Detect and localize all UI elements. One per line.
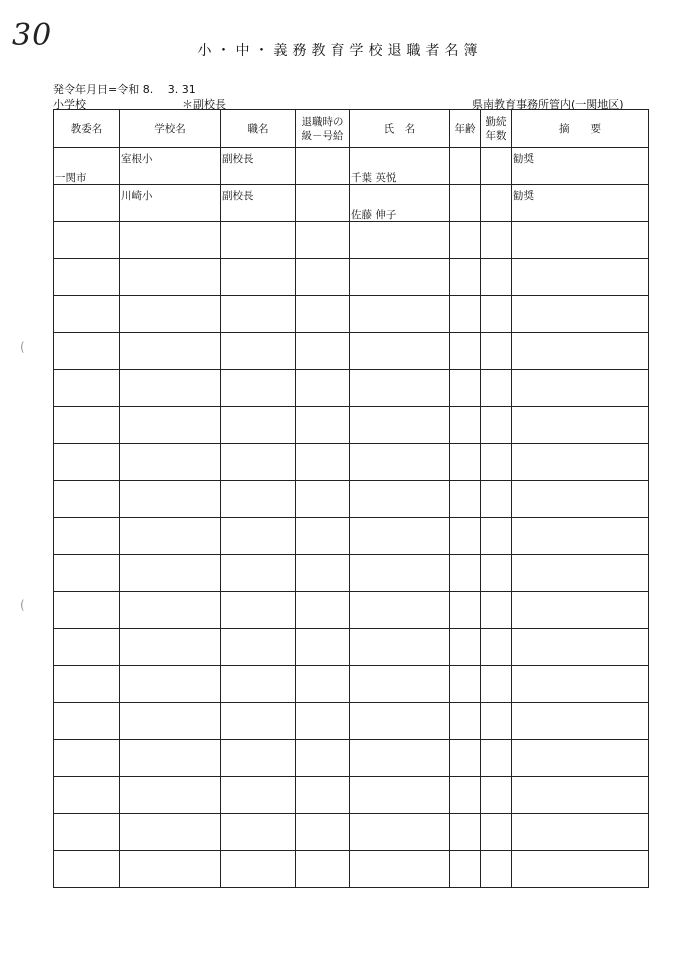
cell-school <box>120 592 221 629</box>
cell-name <box>350 740 450 777</box>
name-value: 佐藤 伸子 <box>351 209 397 221</box>
table-row <box>54 703 649 740</box>
table-header-row <box>54 110 649 148</box>
cell-grade <box>296 777 350 814</box>
cell-board <box>54 777 120 814</box>
cell-grade <box>296 740 350 777</box>
cell-school <box>120 370 221 407</box>
cell-name <box>350 814 450 851</box>
col-header-years <box>481 110 512 148</box>
cell-grade <box>296 666 350 703</box>
cell-years <box>481 222 512 259</box>
cell-grade <box>296 222 350 259</box>
cell-age <box>450 629 481 666</box>
cell-age <box>450 703 481 740</box>
cell-school <box>120 629 221 666</box>
remarks-value: 勧奨 <box>513 153 534 165</box>
table-row <box>54 148 649 185</box>
cell-grade <box>296 148 350 185</box>
cell-remarks <box>512 666 649 703</box>
cell-age <box>450 259 481 296</box>
cell-board <box>54 592 120 629</box>
table-row <box>54 777 649 814</box>
cell-remarks <box>512 333 649 370</box>
cell-years <box>481 777 512 814</box>
cell-years <box>481 518 512 555</box>
cell-grade <box>296 518 350 555</box>
cell-name <box>350 407 450 444</box>
cell-remarks <box>512 777 649 814</box>
cell-grade <box>296 296 350 333</box>
cell-school <box>120 740 221 777</box>
cell-age <box>450 333 481 370</box>
cell-school <box>120 481 221 518</box>
cell-age <box>450 185 481 222</box>
cell-years <box>481 185 512 222</box>
table-row <box>54 481 649 518</box>
cell-years <box>481 814 512 851</box>
cell-remarks <box>512 481 649 518</box>
cell-grade <box>296 592 350 629</box>
cell-position <box>221 370 296 407</box>
cell-grade <box>296 555 350 592</box>
table-row <box>54 592 649 629</box>
cell-school <box>120 333 221 370</box>
school-value: 室根小 <box>121 153 153 165</box>
cell-school <box>120 703 221 740</box>
scan-mark: ( <box>20 340 25 354</box>
cell-position <box>221 777 296 814</box>
cell-board <box>54 555 120 592</box>
cell-board <box>54 518 120 555</box>
cell-position <box>221 222 296 259</box>
cell-name <box>350 629 450 666</box>
years-header-line1: 勤続 <box>485 115 507 128</box>
cell-school <box>120 666 221 703</box>
cell-school <box>120 851 221 888</box>
cell-name <box>350 851 450 888</box>
cell-remarks <box>512 370 649 407</box>
cell-name <box>350 481 450 518</box>
cell-name <box>350 185 450 222</box>
table-row <box>54 814 649 851</box>
position-value: 副校長 <box>222 190 254 202</box>
cell-remarks <box>512 222 649 259</box>
years-header-line2: 年数 <box>485 129 507 142</box>
cell-school <box>120 185 221 222</box>
cell-age <box>450 222 481 259</box>
cell-grade <box>296 814 350 851</box>
scan-mark: ( <box>20 598 25 612</box>
cell-board <box>54 703 120 740</box>
name-value: 千葉 英悦 <box>351 172 397 184</box>
cell-grade <box>296 851 350 888</box>
cell-remarks <box>512 814 649 851</box>
cell-grade <box>296 407 350 444</box>
cell-years <box>481 703 512 740</box>
cell-board <box>54 370 120 407</box>
cell-name <box>350 703 450 740</box>
cell-age <box>450 814 481 851</box>
table-row <box>54 740 649 777</box>
cell-school <box>120 259 221 296</box>
cell-grade <box>296 703 350 740</box>
table-row <box>54 629 649 666</box>
cell-age <box>450 296 481 333</box>
cell-age <box>450 518 481 555</box>
cell-remarks <box>512 555 649 592</box>
cell-grade <box>296 259 350 296</box>
cell-age <box>450 407 481 444</box>
cell-age <box>450 666 481 703</box>
cell-age <box>450 555 481 592</box>
cell-position <box>221 296 296 333</box>
cell-position <box>221 592 296 629</box>
cell-board <box>54 222 120 259</box>
cell-position <box>221 814 296 851</box>
cell-school <box>120 296 221 333</box>
cell-age <box>450 148 481 185</box>
table-row <box>54 407 649 444</box>
cell-board <box>54 259 120 296</box>
cell-age <box>450 592 481 629</box>
cell-name <box>350 222 450 259</box>
cell-grade <box>296 629 350 666</box>
handwritten-page-number: 30 <box>12 18 53 53</box>
cell-years <box>481 148 512 185</box>
table-row <box>54 296 649 333</box>
cell-position <box>221 629 296 666</box>
cell-board <box>54 333 120 370</box>
cell-board <box>54 666 120 703</box>
position-filter: ＊副校長 <box>182 98 226 111</box>
cell-name <box>350 333 450 370</box>
col-header-age: 年齢 <box>450 110 481 148</box>
cell-position <box>221 148 296 185</box>
cell-name <box>350 777 450 814</box>
cell-age <box>450 740 481 777</box>
cell-remarks <box>512 740 649 777</box>
cell-years <box>481 259 512 296</box>
cell-remarks <box>512 851 649 888</box>
cell-grade <box>296 185 350 222</box>
cell-remarks <box>512 185 649 222</box>
table-row <box>54 370 649 407</box>
cell-age <box>450 370 481 407</box>
cell-school <box>120 555 221 592</box>
cell-years <box>481 555 512 592</box>
cell-school <box>120 814 221 851</box>
position-value: 副校長 <box>222 153 254 165</box>
cell-board <box>54 185 120 222</box>
board-value: 一関市 <box>55 172 87 184</box>
cell-school <box>120 148 221 185</box>
cell-years <box>481 296 512 333</box>
cell-remarks <box>512 703 649 740</box>
cell-position <box>221 259 296 296</box>
cell-remarks <box>512 296 649 333</box>
retiree-table <box>53 109 649 888</box>
cell-board <box>54 629 120 666</box>
cell-name <box>350 666 450 703</box>
cell-age <box>450 777 481 814</box>
school-value: 川崎小 <box>121 190 153 202</box>
cell-school <box>120 222 221 259</box>
cell-remarks <box>512 518 649 555</box>
cell-position <box>221 851 296 888</box>
col-header-grade <box>296 110 350 148</box>
cell-grade <box>296 370 350 407</box>
cell-school <box>120 444 221 481</box>
cell-grade <box>296 481 350 518</box>
cell-position <box>221 333 296 370</box>
col-header-position: 職名 <box>221 110 296 148</box>
grade-header-line2: 級－号給 <box>301 129 344 142</box>
cell-years <box>481 444 512 481</box>
cell-years <box>481 629 512 666</box>
cell-board <box>54 740 120 777</box>
cell-remarks <box>512 407 649 444</box>
table-row <box>54 851 649 888</box>
cell-name <box>350 370 450 407</box>
document-title: 小・中・義務教育学校退職者名簿 <box>197 43 483 59</box>
col-header-name: 氏 名 <box>350 110 450 148</box>
cell-years <box>481 851 512 888</box>
cell-years <box>481 592 512 629</box>
issue-date: 発令年月日=令和 8. 3. 31 <box>53 83 196 96</box>
table-body <box>54 148 649 888</box>
cell-age <box>450 481 481 518</box>
cell-remarks <box>512 148 649 185</box>
cell-position <box>221 185 296 222</box>
office-name: 県南教育事務所管内(一関地区) <box>472 98 624 111</box>
cell-school <box>120 777 221 814</box>
cell-position <box>221 444 296 481</box>
cell-board <box>54 851 120 888</box>
cell-grade <box>296 444 350 481</box>
cell-name <box>350 148 450 185</box>
col-header-school: 学校名 <box>120 110 221 148</box>
cell-years <box>481 481 512 518</box>
remarks-value: 勧奨 <box>513 190 534 202</box>
col-header-board: 教委名 <box>54 110 120 148</box>
grade-header-line1: 退職時の <box>301 115 344 128</box>
cell-position <box>221 481 296 518</box>
cell-position <box>221 666 296 703</box>
cell-position <box>221 740 296 777</box>
cell-remarks <box>512 259 649 296</box>
cell-school <box>120 518 221 555</box>
cell-years <box>481 407 512 444</box>
table-row <box>54 518 649 555</box>
cell-name <box>350 296 450 333</box>
cell-name <box>350 592 450 629</box>
cell-school <box>120 407 221 444</box>
cell-remarks <box>512 592 649 629</box>
table-row <box>54 185 649 222</box>
cell-years <box>481 666 512 703</box>
cell-grade <box>296 333 350 370</box>
cell-remarks <box>512 444 649 481</box>
cell-position <box>221 555 296 592</box>
cell-board <box>54 814 120 851</box>
table-row <box>54 333 649 370</box>
cell-position <box>221 518 296 555</box>
cell-years <box>481 333 512 370</box>
cell-position <box>221 703 296 740</box>
cell-years <box>481 370 512 407</box>
cell-years <box>481 740 512 777</box>
cell-position <box>221 407 296 444</box>
table-row <box>54 555 649 592</box>
cell-board <box>54 481 120 518</box>
table-row <box>54 666 649 703</box>
table-row <box>54 444 649 481</box>
table-row <box>54 259 649 296</box>
cell-name <box>350 444 450 481</box>
cell-age <box>450 851 481 888</box>
cell-age <box>450 444 481 481</box>
cell-board <box>54 296 120 333</box>
cell-board <box>54 444 120 481</box>
cell-board <box>54 407 120 444</box>
cell-name <box>350 555 450 592</box>
cell-name <box>350 259 450 296</box>
col-header-remarks: 摘 要 <box>512 110 649 148</box>
school-type: 小学校 <box>53 98 86 111</box>
cell-board <box>54 148 120 185</box>
cell-name <box>350 518 450 555</box>
table-row <box>54 222 649 259</box>
cell-remarks <box>512 629 649 666</box>
